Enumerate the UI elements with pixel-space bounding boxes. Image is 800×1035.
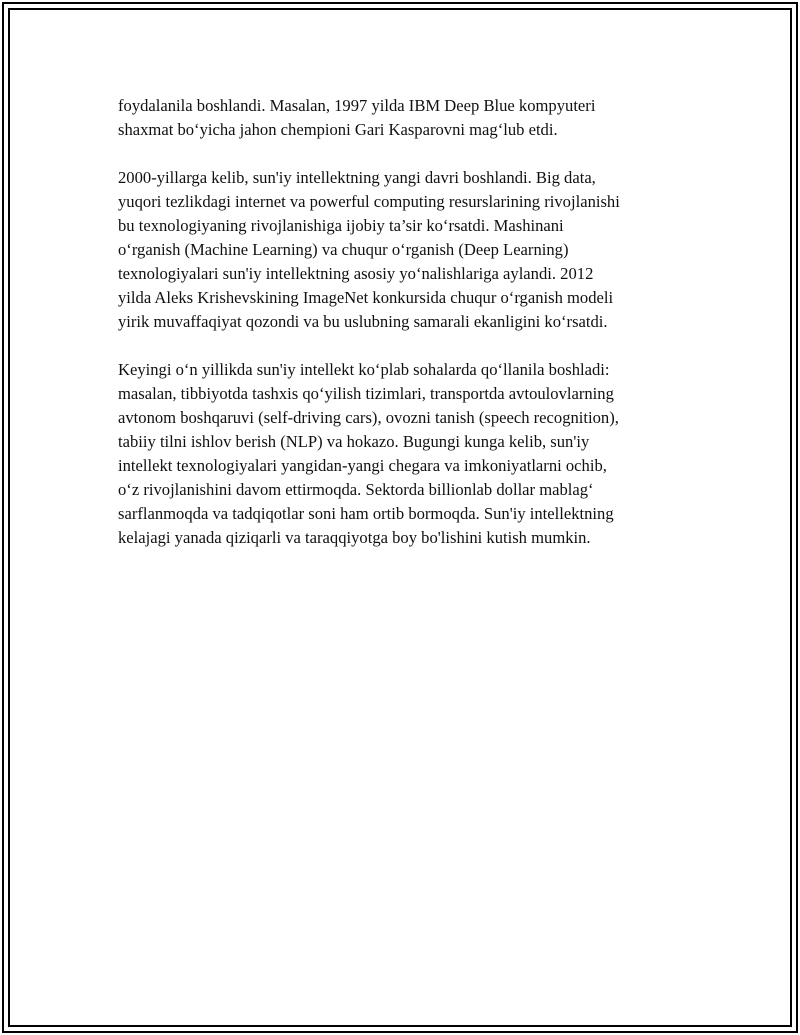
text-line: kelajagi yanada qiziqarli va taraqqiyotga boy bo'lishini kutish mumkin.	[118, 528, 591, 547]
text-line: 2000-yillarga kelib, sun'iy intellektning yangi davri boshlandi. Big data,	[118, 168, 596, 187]
text-line: o‘rganish (Machine Learning) va chuqur o‘rganish (Deep Learning)	[118, 240, 569, 259]
text-line: yuqori tezlikdagi internet va powerful computing resurslarining rivojlanishi	[118, 192, 620, 211]
text-line: o‘z rivojlanishini davom ettirmoqda. Sektorda billionlab dollar mablag‘	[118, 480, 594, 499]
text-line: tabiiy tilni ishlov berish (NLP) va hokazo. Bugungi kunga kelib, sun'iy	[118, 432, 590, 451]
text-line: shaxmat bo‘yicha jahon chempioni Gari Kasparovni mag‘lub etdi.	[118, 120, 558, 139]
text-line: foydalanila boshlandi. Masalan, 1997 yilda IBM Deep Blue kompyuteri	[118, 96, 596, 115]
text-line: bu texnologiyaning rivojlanishiga ijobiy ta’sir ko‘rsatdi. Mashinani	[118, 216, 564, 235]
document-body	[118, 94, 688, 574]
text-line: avtonom boshqaruvi (self-driving cars), ovozni tanish (speech recognition),	[118, 408, 619, 427]
text-line: intellekt texnologiyalari yangidan-yangi chegara va imkoniyatlarni ochib,	[118, 456, 607, 475]
paragraph-2	[118, 166, 688, 334]
paragraph-3	[118, 358, 688, 550]
text-line: yirik muvaffaqiyat qozondi va bu uslubning samarali ekanligini ko‘rsatdi.	[118, 312, 608, 331]
text-line: sarflanmoqda va tadqiqotlar soni ham ortib bormoqda. Sun'iy intellektning	[118, 504, 614, 523]
text-line: masalan, tibbiyotda tashxis qo‘yilish tizimlari, transportda avtoulovlarning	[118, 384, 614, 403]
text-line: yilda Aleks Krishevskining ImageNet konkursida chuqur o‘rganish modeli	[118, 288, 614, 307]
text-line: Keyingi o‘n yillikda sun'iy intellekt ko‘plab sohalarda qo‘llanila boshladi:	[118, 360, 610, 379]
paragraph-1	[118, 94, 688, 142]
text-line: texnologiyalari sun'iy intellektning asosiy yo‘nalishlariga aylandi. 2012	[118, 264, 594, 283]
